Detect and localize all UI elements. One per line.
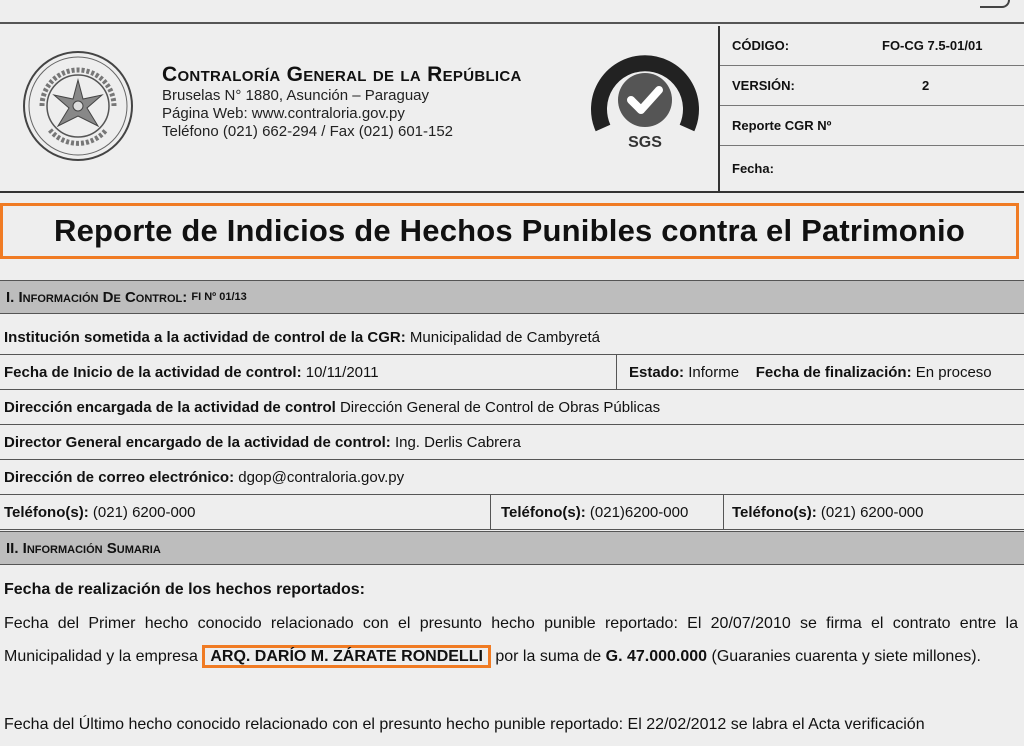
estado-value: Informe xyxy=(688,363,740,381)
organization-phone: Teléfono (021) 662-294 / Fax (021) 601-152 xyxy=(162,123,454,140)
telefono-cell-2 xyxy=(490,495,723,529)
hechos-subheading xyxy=(4,573,1018,606)
fecha-inicio-value: 10/11/2011 xyxy=(305,363,379,381)
fecha-fin-label: Fecha de finalización: xyxy=(755,363,912,381)
sgs-iso-certification-icon xyxy=(585,42,705,162)
direccion-value: Dirección General de Control de Obras Públicas xyxy=(339,398,661,416)
primer-hecho-text-a: Fecha del Primer hecho conocido relacionado con el presunto hecho punible reportado: El 20/07/2010 se firma el contrato entre la Municipalidad y la empresa xyxy=(4,615,1018,665)
direccion-row xyxy=(0,390,1024,425)
section-2-heading: II. Información Sumaria xyxy=(6,539,161,557)
fecha-fin-value: En proceso xyxy=(915,363,992,381)
section-1-heading: I. Información De Control: xyxy=(6,288,188,306)
telefonos-row xyxy=(0,495,1024,530)
director-value: Ing. Derlis Cabrera xyxy=(394,433,521,451)
telefono-value: (021)6200-000 xyxy=(589,503,689,521)
correo-label: Dirección de correo electrónico: xyxy=(4,468,235,486)
fecha-row xyxy=(720,146,1024,191)
ultimo-hecho-paragraph xyxy=(4,708,1018,741)
direccion-label: Dirección encargada de la actividad de control xyxy=(4,398,336,416)
organization-name: Contraloría General de la República xyxy=(162,63,522,86)
organization-info xyxy=(162,63,592,141)
fecha-inicio-row xyxy=(0,355,1024,390)
estado-cell xyxy=(616,355,992,389)
report-title: Reporte de Indicios de Hechos Punibles contra el Patrimonio xyxy=(54,213,965,248)
director-row xyxy=(0,425,1024,460)
primer-hecho-paragraph xyxy=(4,607,1018,673)
page-top-border xyxy=(0,22,1024,24)
codigo-label: CÓDIGO: xyxy=(732,38,790,53)
organization-address: Bruselas N° 1880, Asunción – Paraguay xyxy=(162,87,429,104)
telefono-label: Teléfono(s): xyxy=(732,503,817,521)
sgs-brand-text: SGS xyxy=(628,134,662,151)
contraloria-seal-icon xyxy=(22,50,134,162)
document-code-box xyxy=(718,26,1024,191)
fecha-inicio-cell xyxy=(0,355,616,389)
codigo-value: FO-CG 7.5-01/01 xyxy=(882,38,983,53)
page-corner-mark xyxy=(980,0,1010,8)
version-label: VERSIÓN: xyxy=(732,78,795,93)
codigo-row xyxy=(720,26,1024,66)
section-informacion-sumaria xyxy=(0,531,1024,565)
telefono-value: (021) 6200-000 xyxy=(820,503,924,521)
reporte-label: Reporte CGR Nº xyxy=(732,118,832,133)
company-name-highlight: ARQ. DARÍO M. ZÁRATE RONDELLI xyxy=(202,645,491,668)
telefono-value: (021) 6200-000 xyxy=(92,503,196,521)
telefono-cell-1 xyxy=(0,495,490,529)
institucion-row xyxy=(0,320,1024,355)
telefono-label: Teléfono(s): xyxy=(4,503,89,521)
version-value: 2 xyxy=(922,78,930,93)
contract-amount: G. 47.000.000 xyxy=(605,648,708,665)
correo-row xyxy=(0,460,1024,495)
estado-label: Estado: xyxy=(629,363,685,381)
institucion-label: Institución sometida a la actividad de control de la CGR: xyxy=(4,328,406,346)
primer-hecho-text-c: (Guaranies cuarenta y siete millones). xyxy=(711,648,981,665)
organization-website: Página Web: www.contraloria.gov.py xyxy=(162,105,405,122)
reporte-row xyxy=(720,106,1024,146)
report-title-box xyxy=(0,203,1019,259)
section-informacion-de-control xyxy=(0,280,1024,314)
ultimo-hecho-text: Fecha del Último hecho conocido relacionado con el presunto hecho punible reportado: El 22/02/2012 se labra el Acta verificación xyxy=(4,716,925,733)
telefono-cell-3 xyxy=(723,495,923,529)
primer-hecho-text-b: por la suma de xyxy=(495,648,602,665)
fecha-inicio-label: Fecha de Inicio de la actividad de control: xyxy=(4,363,302,381)
correo-value: dgop@contraloria.gov.py xyxy=(238,468,405,486)
telefono-label: Teléfono(s): xyxy=(501,503,586,521)
fecha-label: Fecha: xyxy=(732,161,774,176)
fi-number: FI Nº 01/13 xyxy=(191,291,247,303)
institucion-value: Municipalidad de Cambyretá xyxy=(409,328,601,346)
director-label: Director General encargado de la actividad de control: xyxy=(4,433,391,451)
version-row xyxy=(720,66,1024,106)
document-header xyxy=(0,26,1024,193)
hechos-subheading-text: Fecha de realización de los hechos reportados: xyxy=(4,581,365,598)
